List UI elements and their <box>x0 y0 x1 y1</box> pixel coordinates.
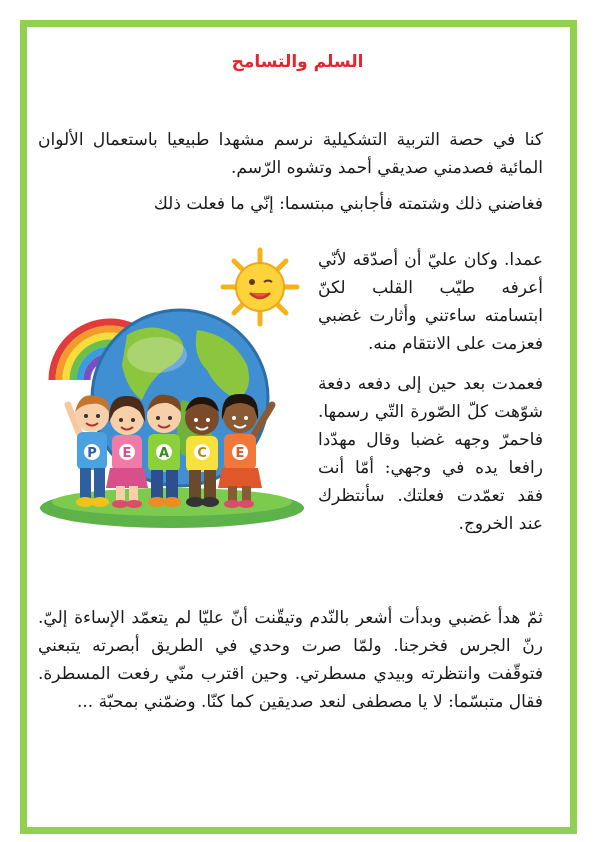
shirt-letter: A <box>158 446 170 461</box>
page-title: السلم والتسامح <box>231 52 364 72</box>
paragraph-2-rest: عمدا. وكان عليّ أن أصدّقه لأنّي أعرفه طيّب القلب لكنّ ابتسامته ساءتني وأثارت غضبي فعزمت على الانتقام منه. <box>318 250 543 354</box>
shirt-letter: C <box>197 446 207 461</box>
shirt-letter: E <box>122 446 132 461</box>
paragraph-3: فعمدت بعد حين إلى دفعه دفعة شوّهت كلّ الصّورة التّي رسمها. فاحمرّ وجهه غضبا وقال مهدّدا رافعا يده في وجهي: أمّا أنت فقد تعمّدت فعلتك. سأنتظرك عند الخروج. <box>318 374 543 534</box>
sun-icon <box>223 250 297 324</box>
paragraph-1: كنا في حصة التربية التشكيلية نرسم مشهدا طبيعيا باستعمال الألوان المائية فصدمني صديقي أحمد وتشوه الرّسم. <box>38 130 543 178</box>
shirt-letter: P <box>87 446 97 461</box>
shirt-letter: E <box>235 446 245 461</box>
peace-illustration <box>32 240 312 540</box>
paragraph-2-top: فغاضني ذلك وشتمته فأجابني مبتسما: إنّي ما فعلت ذلك <box>153 194 543 214</box>
paragraph-4: ثمّ هدأ غضبي وبدأت أشعر بالنّدم وتيقّنت أنّ عليّا لم يتعمّد الإساءة إليّ. رنّ الجرس فخرجنا. ولمّا صرت وحدي في الطريق أبصرته يتبعني فتوقّفت وانتظرته وبيدي مسطرتي. وحين اقترب منّي رفعت المسطرة. فقال متبسّما: لا يا مصطفى لنعد صديقين كما كنّا. وضمّني بمحبّة ... <box>38 608 543 712</box>
